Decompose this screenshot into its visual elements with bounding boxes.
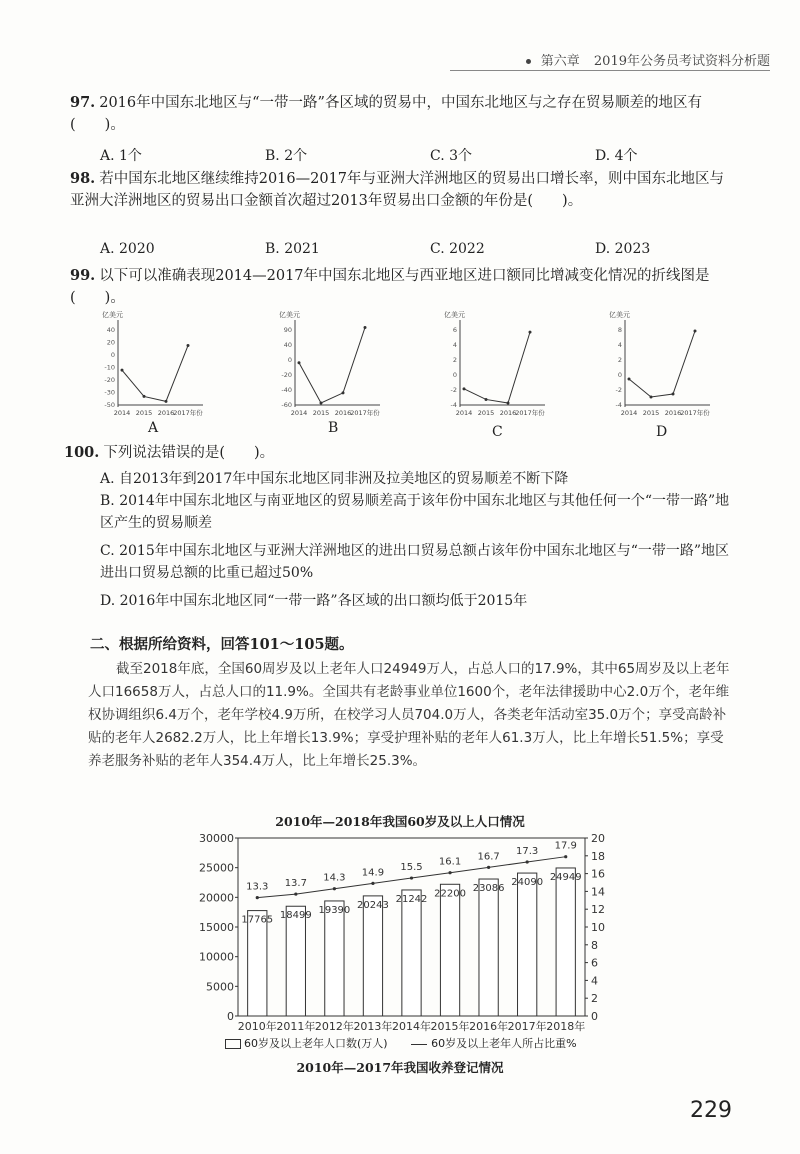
legend-line-label: 60岁及以上老年人所占比重%: [431, 1037, 577, 1050]
legend-line-swatch: [411, 1044, 427, 1045]
line-value-label: 16.7: [477, 851, 500, 863]
chart-legend: [225, 1035, 577, 1051]
option-a: A. 2020: [100, 241, 155, 257]
chart-option-b: B: [328, 420, 339, 436]
data-point: [463, 387, 466, 390]
category-label: 2011年: [276, 1020, 316, 1033]
x-tick-label: 2016: [664, 409, 682, 417]
data-point: [650, 396, 653, 399]
data-point: [485, 398, 488, 401]
right-tick-label: 6: [591, 956, 598, 970]
next-chart-title: 2010年—2017年我国收养登记情况: [296, 1060, 504, 1075]
data-point: [628, 378, 631, 381]
bar-value-label: 23086: [472, 883, 505, 895]
bar-value-label: 20243: [357, 899, 389, 911]
category-label: 2018年: [546, 1020, 586, 1033]
category-label: 2016年: [469, 1020, 509, 1033]
x-tick-label: 2014: [620, 409, 638, 417]
y-tick-label: 90: [283, 326, 292, 334]
left-tick-label: 20000: [199, 891, 234, 905]
x-tick-label: 2015: [477, 409, 495, 417]
bar: [363, 896, 382, 1016]
question-text: 若中国东北地区继续维持2016—2017年与亚洲大洋洲地区的贸易出口增长率，则中国东北地区与亚洲大洋洲地区的贸易出口金额首次超过2013年贸易出口金额的年份是( )。: [70, 171, 725, 209]
question-number: 99.: [70, 267, 96, 284]
left-tick-label: 10000: [199, 950, 234, 964]
x-tick-label: 2016: [157, 409, 175, 417]
line-value-label: 17.3: [516, 846, 539, 858]
bar-value-label: 18499: [279, 910, 312, 922]
q100-option-c: C. 2015年中国东北地区与亚洲大洋洲地区的进出口贸易总额占该年份中国东北地区与“一带一路”地区进出口贸易总额的比重已超过50%: [100, 543, 730, 581]
line-value-label: 14.3: [323, 872, 346, 884]
header-rule: [450, 70, 770, 71]
line-value-label: 17.9: [554, 840, 577, 852]
left-tick-label: 15000: [199, 921, 234, 934]
bar: [556, 868, 575, 1016]
data-point: [121, 369, 124, 372]
y-tick-label: 0: [452, 371, 457, 379]
y-tick-label: 6: [452, 326, 457, 334]
y-tick-label: 4: [617, 341, 622, 349]
bar-value-label: 24949: [549, 871, 582, 883]
mini-chart-d: [609, 310, 710, 417]
right-tick-label: 20: [591, 832, 605, 845]
q100-option-a: A. 自2013年到2017年中国东北地区同非洲及拉美地区的贸易顺差不断下降: [100, 471, 569, 487]
share-point: [487, 866, 490, 869]
data-point: [298, 361, 301, 364]
category-label: 2010年: [237, 1020, 277, 1033]
data-point: [364, 326, 367, 329]
q99-line-charts: [0, 310, 800, 440]
question-text: 2016年中国东北地区与“一带一路”各区域的贸易中，中国东北地区与之存在贸易顺差的地区有( )。: [70, 95, 702, 133]
x-tick-label: 2017年份: [680, 409, 710, 417]
data-point: [529, 331, 532, 334]
y-tick-label: 40: [106, 326, 115, 334]
y-tick-label: -50: [104, 401, 115, 409]
y-tick-label: -4: [450, 401, 457, 409]
y-tick-label: -4: [615, 401, 622, 409]
series-line: [629, 331, 695, 397]
option-d: D. 2023: [595, 241, 651, 257]
y-tick-label: -40: [281, 386, 292, 394]
chapter-label: 第六章: [540, 54, 580, 69]
bar: [286, 906, 305, 1016]
y-tick-label: 40: [283, 341, 292, 349]
option-c: C. 2022: [430, 241, 485, 257]
bar-value-label: 24090: [511, 877, 544, 889]
share-point: [526, 860, 529, 863]
q100-option-d: D. 2016年中国东北地区同“一带一路”各区域的出口额均低于2015年: [100, 593, 528, 609]
x-tick-label: 2017年份: [350, 409, 380, 417]
right-tick-label: 4: [591, 974, 598, 988]
y-tick-label: -2: [450, 386, 457, 394]
y-tick-label: 20: [106, 338, 115, 347]
chart-option-d: D: [656, 424, 668, 440]
data-point: [143, 395, 146, 398]
question-100: [64, 442, 724, 464]
question-number: 100.: [64, 444, 100, 461]
right-tick-label: 12: [591, 903, 605, 917]
legend-bar-swatch: [225, 1039, 241, 1049]
x-tick-label: 2017年份: [173, 409, 203, 417]
y-tick-label: -2: [615, 386, 622, 394]
chart-option-c: C: [492, 424, 503, 440]
question-98: [70, 168, 730, 212]
option-b: B. 2个: [265, 148, 308, 164]
question-99: [70, 265, 730, 309]
y-unit: 亿美元: [102, 311, 123, 319]
data-paragraph: 截至2018年底，全国60周岁及以上老年人口24949万人，占总人口的17.9%，其中65周岁及以上老年人口16658万人，占总人口的11.9%。全国共有老龄事业单位1600个，老年法律援助中心2.0万个，老年维权协调组织6.4万个，老年学校4.9万所，在校学习人员704.0万人，各类老年活动室35.0万个；享受高龄补贴的老年人2682.2万人，比上年增长13.9%；享受护理补贴的老年人61.3万人，比上年增长51.5%；享受养老服务补贴的老年人354.4万人，比上年增长25.3%。: [88, 661, 730, 769]
y-tick-label: 2: [452, 356, 457, 364]
data-point: [187, 344, 190, 347]
chart-title: 2010年—2018年我国60岁及以上人口情况: [275, 814, 525, 829]
bar: [325, 901, 344, 1016]
bar: [248, 911, 267, 1016]
y-tick-label: 8: [617, 326, 622, 334]
chapter-title: 2019年公务员考试资料分析题: [593, 54, 770, 69]
y-unit: 亿美元: [444, 311, 465, 319]
x-tick-label: 2015: [312, 409, 330, 417]
left-tick-label: 0: [227, 1010, 234, 1023]
bar-value-label: 21242: [395, 893, 428, 905]
chart-option-a: A: [148, 420, 159, 436]
y-tick-label: 2: [617, 356, 622, 364]
left-tick-label: 30000: [199, 832, 234, 845]
y-tick-label: 0: [617, 371, 622, 379]
option-a: A. 1个: [100, 148, 142, 164]
category-label: 2017年: [507, 1020, 547, 1033]
x-tick-label: 2016: [334, 409, 352, 417]
data-point: [342, 391, 345, 394]
y-tick-label: -60: [281, 401, 292, 409]
page-number: 229: [690, 1098, 732, 1123]
x-tick-label: 2016: [499, 409, 517, 417]
running-header: [470, 50, 770, 69]
share-point: [333, 887, 336, 890]
right-tick-label: 10: [591, 921, 605, 934]
option-d: D. 4个: [595, 148, 638, 164]
share-point: [371, 882, 374, 885]
question-number: 98.: [70, 170, 96, 187]
x-tick-label: 2014: [113, 409, 131, 417]
bullet-icon: [526, 59, 531, 64]
legend-bar-label: 60岁及以上老年人口数(万人): [244, 1037, 388, 1050]
y-tick-label: 0: [110, 351, 115, 359]
share-point: [410, 876, 413, 879]
y-unit: 亿美元: [279, 311, 300, 319]
bar-value-label: 19390: [318, 904, 351, 916]
option-b: B. 2021: [265, 241, 320, 257]
data-point: [694, 330, 697, 333]
option-c: C. 3个: [430, 148, 473, 164]
line-value-label: 15.5: [400, 862, 423, 874]
x-tick-label: 2015: [642, 409, 660, 417]
y-tick-label: -20: [104, 376, 115, 384]
y-tick-label: 0: [287, 356, 292, 364]
section-title: 二、根据所给资料，回答101～105题。: [90, 636, 354, 653]
category-label: 2012年: [314, 1020, 354, 1033]
category-label: 2013年: [353, 1020, 393, 1033]
data-point: [165, 400, 168, 403]
y-tick-label: -30: [104, 388, 115, 397]
left-tick-label: 25000: [199, 861, 234, 875]
bar: [518, 873, 537, 1016]
question-text: 以下可以准确表现2014—2017年中国东北地区与西亚地区进口额同比增减变化情况的折线图是( )。: [70, 268, 710, 306]
y-tick-label: -10: [104, 363, 115, 372]
share-point: [448, 871, 451, 874]
bar: [440, 884, 459, 1016]
bar-value-label: 17765: [241, 914, 274, 926]
mini-chart-c: [444, 310, 545, 417]
series-line: [464, 332, 530, 403]
x-tick-label: 2014: [455, 409, 473, 417]
share-point: [564, 855, 567, 858]
y-unit: 亿美元: [609, 311, 630, 319]
line-value-label: 13.3: [246, 881, 269, 893]
right-tick-label: 0: [591, 1010, 598, 1023]
category-label: 2014年: [392, 1020, 431, 1033]
bar: [402, 890, 421, 1016]
right-tick-label: 18: [591, 849, 605, 863]
right-tick-label: 8: [591, 938, 598, 952]
series-line: [122, 346, 188, 402]
x-tick-label: 2017年份: [515, 409, 545, 417]
question-number: 97.: [70, 94, 96, 111]
line-value-label: 13.7: [284, 878, 307, 890]
share-point: [294, 892, 297, 895]
right-tick-label: 14: [591, 885, 605, 899]
x-tick-label: 2015: [135, 409, 153, 417]
left-tick-label: 5000: [206, 980, 234, 994]
data-point: [320, 402, 323, 405]
question-97: [70, 92, 730, 136]
population-chart: [0, 830, 800, 1055]
q100-option-b: B. 2014年中国东北地区与南亚地区的贸易顺差高于该年份中国东北地区与其他任何一个“一带一路”地区产生的贸易顺差: [100, 493, 730, 531]
right-tick-label: 16: [591, 867, 605, 881]
bar: [479, 879, 498, 1016]
line-value-label: 16.1: [438, 856, 462, 868]
category-label: 2015年: [430, 1020, 470, 1033]
line-value-label: 14.9: [361, 867, 385, 879]
y-tick-label: 4: [452, 341, 457, 349]
y-tick-label: -20: [281, 371, 292, 379]
bar-value-label: 22200: [434, 888, 466, 900]
x-tick-label: 2014: [290, 409, 308, 417]
mini-chart-b: [279, 310, 380, 417]
data-point: [672, 393, 675, 396]
question-text: 下列说法错误的是( )。: [103, 445, 275, 461]
data-point: [507, 402, 510, 405]
right-tick-label: 2: [591, 992, 598, 1006]
series-line: [299, 328, 365, 403]
share-point: [256, 896, 259, 899]
mini-chart-a: [102, 310, 203, 417]
